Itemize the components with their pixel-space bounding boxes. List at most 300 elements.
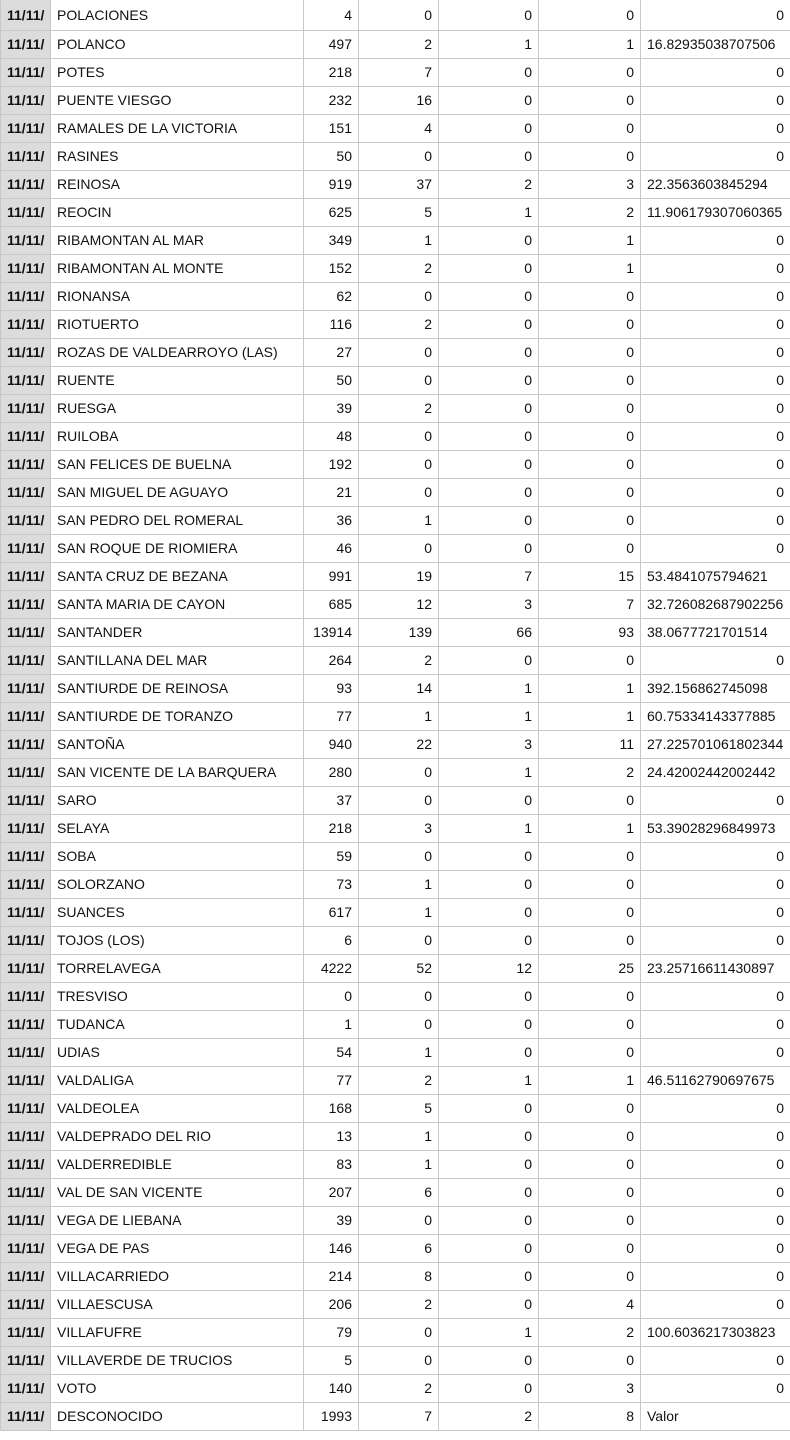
municipality-cell[interactable]: VALDERREDIBLE [51,1151,304,1179]
rate-cell[interactable]: 0 [641,983,790,1011]
col3-cell[interactable]: 1 [439,703,539,731]
municipality-cell[interactable]: VEGA DE LIEBANA [51,1207,304,1235]
col2-cell[interactable]: 6 [359,1235,439,1263]
municipality-cell[interactable]: POTES [51,59,304,87]
cases-cell[interactable]: 685 [304,591,359,619]
date-cell[interactable]: 11/11/ [1,1319,51,1347]
rate-cell[interactable]: 0 [641,0,790,31]
rate-cell[interactable]: 27.225701061802344 [641,731,790,759]
cases-cell[interactable]: 36 [304,507,359,535]
cases-cell[interactable]: 27 [304,339,359,367]
date-cell[interactable]: 11/11/ [1,1123,51,1151]
rate-cell[interactable]: 53.4841075794621 [641,563,790,591]
col3-cell[interactable]: 1 [439,31,539,59]
rate-cell[interactable]: 0 [641,227,790,255]
col4-cell[interactable]: 7 [539,591,641,619]
rate-cell[interactable]: 0 [641,1375,790,1403]
date-cell[interactable]: 11/11/ [1,1375,51,1403]
date-cell[interactable]: 11/11/ [1,1403,51,1431]
municipality-cell[interactable]: TORRELAVEGA [51,955,304,983]
col3-cell[interactable]: 0 [439,1263,539,1291]
municipality-cell[interactable]: RUENTE [51,367,304,395]
col4-cell[interactable]: 1 [539,1067,641,1095]
municipality-cell[interactable]: DESCONOCIDO [51,1403,304,1431]
col4-cell[interactable]: 0 [539,283,641,311]
col4-cell[interactable]: 1 [539,815,641,843]
date-cell[interactable]: 11/11/ [1,815,51,843]
col2-cell[interactable]: 3 [359,815,439,843]
col2-cell[interactable]: 0 [359,927,439,955]
col2-cell[interactable]: 2 [359,1375,439,1403]
cases-cell[interactable]: 13914 [304,619,359,647]
col2-cell[interactable]: 139 [359,619,439,647]
col3-cell[interactable]: 0 [439,395,539,423]
municipality-cell[interactable]: RIBAMONTAN AL MONTE [51,255,304,283]
cases-cell[interactable]: 940 [304,731,359,759]
col2-cell[interactable]: 0 [359,1347,439,1375]
col3-cell[interactable]: 0 [439,227,539,255]
rate-cell[interactable]: 0 [641,115,790,143]
col2-cell[interactable]: 1 [359,1039,439,1067]
rate-cell[interactable]: 0 [641,535,790,563]
rate-cell[interactable]: 0 [641,367,790,395]
municipality-cell[interactable]: SELAYA [51,815,304,843]
col2-cell[interactable]: 16 [359,87,439,115]
col4-cell[interactable]: 0 [539,1151,641,1179]
col3-cell[interactable]: 0 [439,423,539,451]
cases-cell[interactable]: 83 [304,1151,359,1179]
municipality-cell[interactable]: POLACIONES [51,0,304,31]
cases-cell[interactable]: 39 [304,395,359,423]
col3-cell[interactable]: 0 [439,535,539,563]
col2-cell[interactable]: 8 [359,1263,439,1291]
col3-cell[interactable]: 7 [439,563,539,591]
col3-cell[interactable]: 0 [439,1375,539,1403]
date-cell[interactable]: 11/11/ [1,871,51,899]
rate-cell[interactable]: 38.0677721701514 [641,619,790,647]
col4-cell[interactable]: 0 [539,1235,641,1263]
date-cell[interactable]: 11/11/ [1,1039,51,1067]
municipality-cell[interactable]: RUILOBA [51,423,304,451]
rate-cell[interactable]: 392.156862745098 [641,675,790,703]
col3-cell[interactable]: 1 [439,675,539,703]
cases-cell[interactable]: 77 [304,703,359,731]
cases-cell[interactable]: 93 [304,675,359,703]
municipality-cell[interactable]: TUDANCA [51,1011,304,1039]
rate-cell[interactable]: 0 [641,1151,790,1179]
municipality-cell[interactable]: RAMALES DE LA VICTORIA [51,115,304,143]
cases-cell[interactable]: 206 [304,1291,359,1319]
date-cell[interactable]: 11/11/ [1,787,51,815]
cases-cell[interactable]: 232 [304,87,359,115]
cases-cell[interactable]: 991 [304,563,359,591]
col2-cell[interactable]: 2 [359,647,439,675]
date-cell[interactable]: 11/11/ [1,367,51,395]
date-cell[interactable]: 11/11/ [1,1347,51,1375]
cases-cell[interactable]: 168 [304,1095,359,1123]
cases-cell[interactable]: 59 [304,843,359,871]
municipality-cell[interactable]: POLANCO [51,31,304,59]
col3-cell[interactable]: 0 [439,1151,539,1179]
col2-cell[interactable]: 52 [359,955,439,983]
col2-cell[interactable]: 0 [359,143,439,171]
col4-cell[interactable]: 1 [539,31,641,59]
col3-cell[interactable]: 0 [439,1011,539,1039]
col2-cell[interactable]: 0 [359,843,439,871]
col2-cell[interactable]: 0 [359,1319,439,1347]
date-cell[interactable]: 11/11/ [1,1207,51,1235]
municipality-cell[interactable]: SANTA CRUZ DE BEZANA [51,563,304,591]
cases-cell[interactable]: 264 [304,647,359,675]
date-cell[interactable]: 11/11/ [1,255,51,283]
municipality-cell[interactable]: RIBAMONTAN AL MAR [51,227,304,255]
rate-cell[interactable]: 16.82935038707506 [641,31,790,59]
cases-cell[interactable]: 151 [304,115,359,143]
col3-cell[interactable]: 0 [439,339,539,367]
col4-cell[interactable]: 0 [539,0,641,31]
col2-cell[interactable]: 1 [359,899,439,927]
rate-cell[interactable]: 0 [641,479,790,507]
rate-cell[interactable]: 24.42002442002442 [641,759,790,787]
col2-cell[interactable]: 0 [359,479,439,507]
rate-cell[interactable]: 0 [641,1039,790,1067]
col3-cell[interactable]: 0 [439,143,539,171]
col3-cell[interactable]: 0 [439,311,539,339]
municipality-cell[interactable]: ROZAS DE VALDEARROYO (LAS) [51,339,304,367]
date-cell[interactable]: 11/11/ [1,983,51,1011]
col3-cell[interactable]: 0 [439,1095,539,1123]
date-cell[interactable]: 11/11/ [1,339,51,367]
date-cell[interactable]: 11/11/ [1,647,51,675]
col3-cell[interactable]: 0 [439,255,539,283]
col3-cell[interactable]: 1 [439,815,539,843]
col4-cell[interactable]: 15 [539,563,641,591]
municipality-cell[interactable]: UDIAS [51,1039,304,1067]
col4-cell[interactable]: 0 [539,1039,641,1067]
municipality-cell[interactable]: VEGA DE PAS [51,1235,304,1263]
col3-cell[interactable]: 0 [439,367,539,395]
col3-cell[interactable]: 2 [439,171,539,199]
col3-cell[interactable]: 0 [439,451,539,479]
col3-cell[interactable]: 2 [439,1403,539,1431]
col4-cell[interactable]: 0 [539,451,641,479]
rate-cell[interactable]: 0 [641,899,790,927]
col3-cell[interactable]: 1 [439,199,539,227]
cases-cell[interactable]: 79 [304,1319,359,1347]
municipality-cell[interactable]: REOCIN [51,199,304,227]
col2-cell[interactable]: 37 [359,171,439,199]
date-cell[interactable]: 11/11/ [1,759,51,787]
col4-cell[interactable]: 0 [539,1263,641,1291]
col4-cell[interactable]: 0 [539,507,641,535]
col3-cell[interactable]: 0 [439,647,539,675]
cases-cell[interactable]: 50 [304,367,359,395]
municipality-cell[interactable]: SANTANDER [51,619,304,647]
col2-cell[interactable]: 1 [359,227,439,255]
rate-cell[interactable]: 0 [641,1123,790,1151]
col2-cell[interactable]: 0 [359,451,439,479]
col4-cell[interactable]: 0 [539,143,641,171]
col2-cell[interactable]: 0 [359,423,439,451]
municipality-cell[interactable]: VILLACARRIEDO [51,1263,304,1291]
municipality-cell[interactable]: SANTOÑA [51,731,304,759]
rate-cell[interactable]: 11.906179307060365 [641,199,790,227]
col3-cell[interactable]: 1 [439,1319,539,1347]
cases-cell[interactable]: 349 [304,227,359,255]
rate-cell[interactable]: 22.3563603845294 [641,171,790,199]
col4-cell[interactable]: 25 [539,955,641,983]
col2-cell[interactable]: 7 [359,1403,439,1431]
municipality-cell[interactable]: SUANCES [51,899,304,927]
col2-cell[interactable]: 22 [359,731,439,759]
rate-cell[interactable]: 0 [641,311,790,339]
col2-cell[interactable]: 1 [359,703,439,731]
col4-cell[interactable]: 2 [539,759,641,787]
municipality-cell[interactable]: SAN FELICES DE BUELNA [51,451,304,479]
col4-cell[interactable]: 93 [539,619,641,647]
col2-cell[interactable]: 2 [359,1067,439,1095]
col2-cell[interactable]: 0 [359,759,439,787]
col2-cell[interactable]: 1 [359,1123,439,1151]
cases-cell[interactable]: 497 [304,31,359,59]
cases-cell[interactable]: 218 [304,59,359,87]
col3-cell[interactable]: 0 [439,983,539,1011]
col4-cell[interactable]: 0 [539,1347,641,1375]
col4-cell[interactable]: 3 [539,1375,641,1403]
date-cell[interactable]: 11/11/ [1,199,51,227]
col3-cell[interactable]: 0 [439,871,539,899]
municipality-cell[interactable]: SAN MIGUEL DE AGUAYO [51,479,304,507]
date-cell[interactable]: 11/11/ [1,535,51,563]
col2-cell[interactable]: 5 [359,1095,439,1123]
date-cell[interactable]: 11/11/ [1,311,51,339]
cases-cell[interactable]: 218 [304,815,359,843]
municipality-cell[interactable]: TOJOS (LOS) [51,927,304,955]
date-cell[interactable]: 11/11/ [1,927,51,955]
col3-cell[interactable]: 1 [439,1067,539,1095]
col4-cell[interactable]: 0 [539,1011,641,1039]
col3-cell[interactable]: 0 [439,1235,539,1263]
rate-cell[interactable]: 0 [641,927,790,955]
cases-cell[interactable]: 152 [304,255,359,283]
col4-cell[interactable]: 0 [539,1123,641,1151]
col2-cell[interactable]: 2 [359,311,439,339]
rate-cell[interactable]: 23.25716611430897 [641,955,790,983]
date-cell[interactable]: 11/11/ [1,1263,51,1291]
date-cell[interactable]: 11/11/ [1,395,51,423]
date-cell[interactable]: 11/11/ [1,1011,51,1039]
municipality-cell[interactable]: SANTIURDE DE REINOSA [51,675,304,703]
col3-cell[interactable]: 0 [439,87,539,115]
col4-cell[interactable]: 0 [539,647,641,675]
cases-cell[interactable]: 46 [304,535,359,563]
cases-cell[interactable]: 4222 [304,955,359,983]
col2-cell[interactable]: 6 [359,1179,439,1207]
col4-cell[interactable]: 1 [539,255,641,283]
col2-cell[interactable]: 0 [359,787,439,815]
col4-cell[interactable]: 0 [539,1179,641,1207]
date-cell[interactable]: 11/11/ [1,1095,51,1123]
rate-cell[interactable]: 0 [641,1179,790,1207]
col2-cell[interactable]: 0 [359,535,439,563]
date-cell[interactable]: 11/11/ [1,227,51,255]
municipality-cell[interactable]: VILLAVERDE DE TRUCIOS [51,1347,304,1375]
municipality-cell[interactable]: RIONANSA [51,283,304,311]
rate-cell[interactable]: 0 [641,87,790,115]
date-cell[interactable]: 11/11/ [1,283,51,311]
cases-cell[interactable]: 4 [304,0,359,31]
municipality-cell[interactable]: REINOSA [51,171,304,199]
cases-cell[interactable]: 0 [304,983,359,1011]
col2-cell[interactable]: 12 [359,591,439,619]
cases-cell[interactable]: 50 [304,143,359,171]
municipality-cell[interactable]: VALDALIGA [51,1067,304,1095]
col3-cell[interactable]: 0 [439,0,539,31]
col2-cell[interactable]: 1 [359,871,439,899]
col2-cell[interactable]: 0 [359,1207,439,1235]
col3-cell[interactable]: 0 [439,787,539,815]
col4-cell[interactable]: 0 [539,1207,641,1235]
rate-cell[interactable]: 0 [641,255,790,283]
col4-cell[interactable]: 0 [539,115,641,143]
col2-cell[interactable]: 14 [359,675,439,703]
col4-cell[interactable]: 1 [539,675,641,703]
cases-cell[interactable]: 48 [304,423,359,451]
cases-cell[interactable]: 54 [304,1039,359,1067]
col3-cell[interactable]: 0 [439,843,539,871]
cases-cell[interactable]: 617 [304,899,359,927]
col3-cell[interactable]: 0 [439,507,539,535]
date-cell[interactable]: 11/11/ [1,1067,51,1095]
rate-cell[interactable]: 0 [641,339,790,367]
col3-cell[interactable]: 0 [439,927,539,955]
rate-cell[interactable]: 0 [641,871,790,899]
col4-cell[interactable]: 0 [539,395,641,423]
col4-cell[interactable]: 11 [539,731,641,759]
rate-cell[interactable]: 0 [641,787,790,815]
rate-cell[interactable]: 32.726082687902256 [641,591,790,619]
col4-cell[interactable]: 0 [539,535,641,563]
col2-cell[interactable]: 1 [359,507,439,535]
rate-cell[interactable]: 53.39028296849973 [641,815,790,843]
rate-cell[interactable]: 0 [641,1263,790,1291]
rate-cell[interactable]: 0 [641,1207,790,1235]
col2-cell[interactable]: 2 [359,1291,439,1319]
col3-cell[interactable]: 3 [439,731,539,759]
col4-cell[interactable]: 0 [539,87,641,115]
col3-cell[interactable]: 0 [439,1123,539,1151]
municipality-cell[interactable]: SAN ROQUE DE RIOMIERA [51,535,304,563]
col4-cell[interactable]: 1 [539,227,641,255]
col4-cell[interactable]: 0 [539,59,641,87]
col2-cell[interactable]: 0 [359,983,439,1011]
cases-cell[interactable]: 1993 [304,1403,359,1431]
col2-cell[interactable]: 0 [359,0,439,31]
rate-cell[interactable]: 100.6036217303823 [641,1319,790,1347]
rate-cell[interactable]: 0 [641,395,790,423]
date-cell[interactable]: 11/11/ [1,451,51,479]
cases-cell[interactable]: 140 [304,1375,359,1403]
col4-cell[interactable]: 0 [539,423,641,451]
col2-cell[interactable]: 0 [359,339,439,367]
municipality-cell[interactable]: SOBA [51,843,304,871]
rate-cell[interactable]: 0 [641,1291,790,1319]
col2-cell[interactable]: 7 [359,59,439,87]
municipality-cell[interactable]: SANTIURDE DE TORANZO [51,703,304,731]
col4-cell[interactable]: 8 [539,1403,641,1431]
municipality-cell[interactable]: VALDEPRADO DEL RIO [51,1123,304,1151]
date-cell[interactable]: 11/11/ [1,731,51,759]
col4-cell[interactable]: 0 [539,787,641,815]
date-cell[interactable]: 11/11/ [1,1151,51,1179]
date-cell[interactable]: 11/11/ [1,479,51,507]
municipality-cell[interactable]: SANTA MARIA DE CAYON [51,591,304,619]
col3-cell[interactable]: 1 [439,759,539,787]
col4-cell[interactable]: 1 [539,703,641,731]
rate-cell[interactable]: 0 [641,423,790,451]
rate-cell[interactable]: Valor [641,1403,790,1431]
col3-cell[interactable]: 0 [439,1179,539,1207]
col4-cell[interactable]: 0 [539,899,641,927]
rate-cell[interactable]: 0 [641,1347,790,1375]
cases-cell[interactable]: 77 [304,1067,359,1095]
municipality-cell[interactable]: SAN PEDRO DEL ROMERAL [51,507,304,535]
col3-cell[interactable]: 12 [439,955,539,983]
municipality-cell[interactable]: RUESGA [51,395,304,423]
col2-cell[interactable]: 4 [359,115,439,143]
col3-cell[interactable]: 0 [439,479,539,507]
rate-cell[interactable]: 0 [641,647,790,675]
col2-cell[interactable]: 0 [359,283,439,311]
cases-cell[interactable]: 73 [304,871,359,899]
date-cell[interactable]: 11/11/ [1,59,51,87]
municipality-cell[interactable]: TRESVISO [51,983,304,1011]
rate-cell[interactable]: 46.51162790697675 [641,1067,790,1095]
date-cell[interactable]: 11/11/ [1,143,51,171]
date-cell[interactable]: 11/11/ [1,843,51,871]
col3-cell[interactable]: 0 [439,1207,539,1235]
date-cell[interactable]: 11/11/ [1,507,51,535]
date-cell[interactable]: 11/11/ [1,591,51,619]
cases-cell[interactable]: 214 [304,1263,359,1291]
col3-cell[interactable]: 0 [439,59,539,87]
col4-cell[interactable]: 0 [539,983,641,1011]
col3-cell[interactable]: 0 [439,899,539,927]
cases-cell[interactable]: 13 [304,1123,359,1151]
date-cell[interactable]: 11/11/ [1,1179,51,1207]
col4-cell[interactable]: 0 [539,843,641,871]
date-cell[interactable]: 11/11/ [1,619,51,647]
cases-cell[interactable]: 207 [304,1179,359,1207]
cases-cell[interactable]: 919 [304,171,359,199]
col3-cell[interactable]: 0 [439,283,539,311]
cases-cell[interactable]: 21 [304,479,359,507]
municipality-cell[interactable]: RASINES [51,143,304,171]
date-cell[interactable]: 11/11/ [1,423,51,451]
rate-cell[interactable]: 0 [641,507,790,535]
col3-cell[interactable]: 0 [439,1291,539,1319]
col2-cell[interactable]: 2 [359,31,439,59]
col2-cell[interactable]: 0 [359,367,439,395]
col3-cell[interactable]: 3 [439,591,539,619]
rate-cell[interactable]: 0 [641,843,790,871]
col4-cell[interactable]: 2 [539,199,641,227]
rate-cell[interactable]: 0 [641,451,790,479]
date-cell[interactable]: 11/11/ [1,675,51,703]
col3-cell[interactable]: 0 [439,115,539,143]
date-cell[interactable]: 11/11/ [1,115,51,143]
col4-cell[interactable]: 0 [539,871,641,899]
